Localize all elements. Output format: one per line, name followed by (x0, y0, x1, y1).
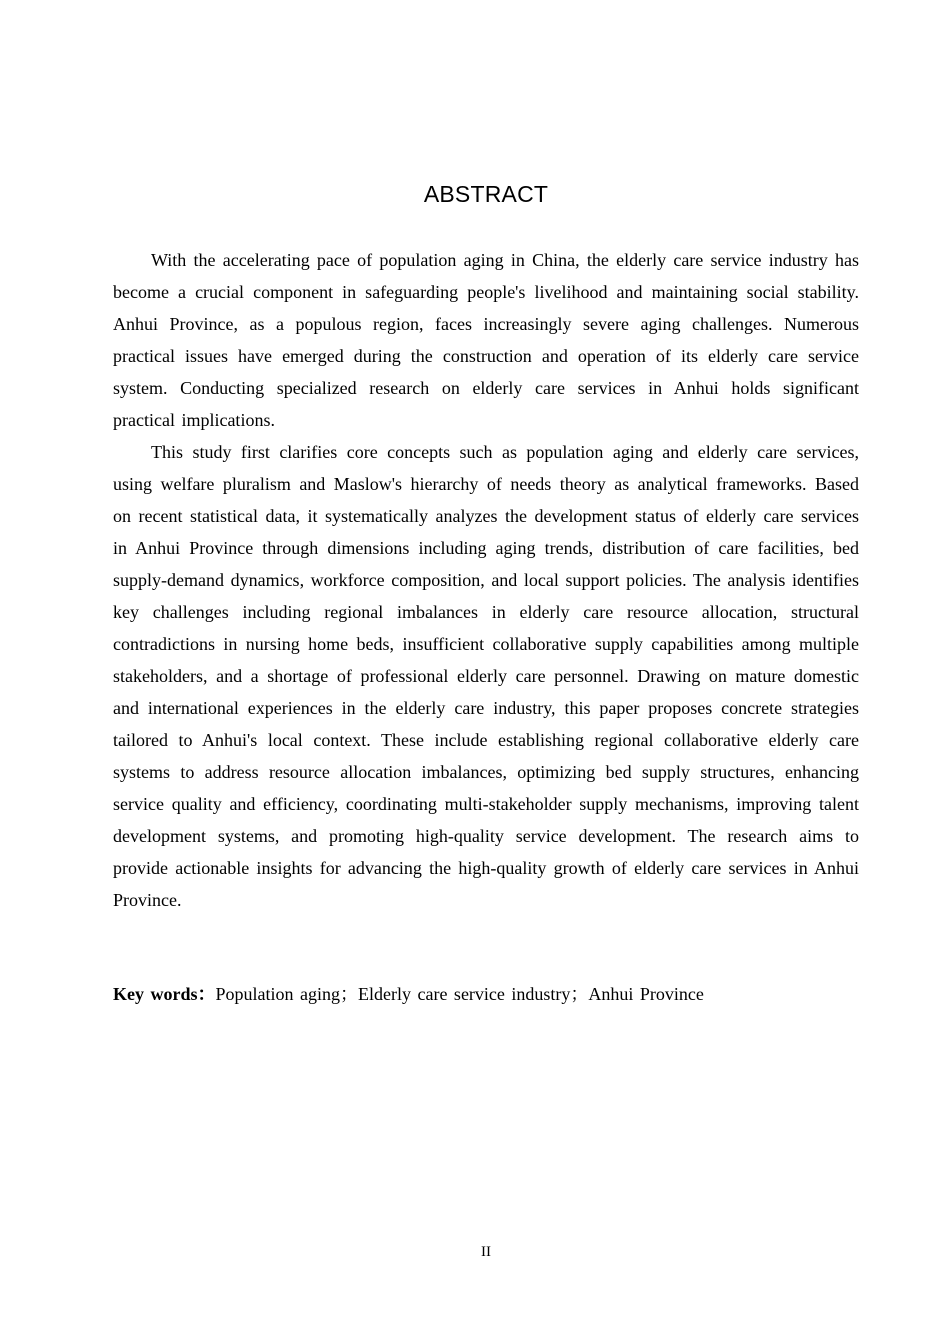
keywords-list: Population aging；Elderly care service industry；Anhui Province (215, 984, 704, 1004)
abstract-title: ABSTRACT (423, 181, 549, 207)
abstract-paragraph-1: With the accelerating pace of population aging in China, the elderly care service industry has become a crucial component in safeguarding people's livelihood and maintaining social stability. Anhui Province, as a populous region, faces increasingly severe aging challenges. Numerous practical issues have emerged during the construction and operation of its elderly care service system. Conducting specialized research on elderly care services in Anhui holds significant practical implications. (113, 250, 859, 430)
page-number: II (481, 1244, 491, 1260)
keywords-line (113, 978, 859, 1010)
keywords-label: Key words： (113, 984, 216, 1004)
abstract-body (113, 244, 859, 916)
abstract-paragraph-2: This study first clarifies core concepts such as population aging and elderly care services, using welfare pluralism and Maslow's hierarchy of needs theory as analytical frameworks. Based on recent statistical data, it systematically analyzes the development status of elderly care services in Anhui Province through dimensions including aging trends, distribution of care facilities, bed supply-demand dynamics, workforce composition, and local support policies. The analysis identifies key challenges including regional imbalances in elderly care resource allocation, structural contradictions in nursing home beds, insufficient collaborative supply capabilities among multiple stakeholders, and a shortage of professional elderly care personnel. Drawing on mature domestic and international experiences in the elderly care industry, this paper proposes concrete strategies tailored to Anhui's local context. These include establishing regional collaborative elderly care systems to address resource allocation imbalances, optimizing bed supply structures, enhancing service quality and efficiency, coordinating multi-stakeholder supply mechanisms, improving talent development systems, and promoting high-quality service development. The research aims to provide actionable insights for advancing the high-quality growth of elderly care services in Anhui Province. (113, 442, 859, 910)
